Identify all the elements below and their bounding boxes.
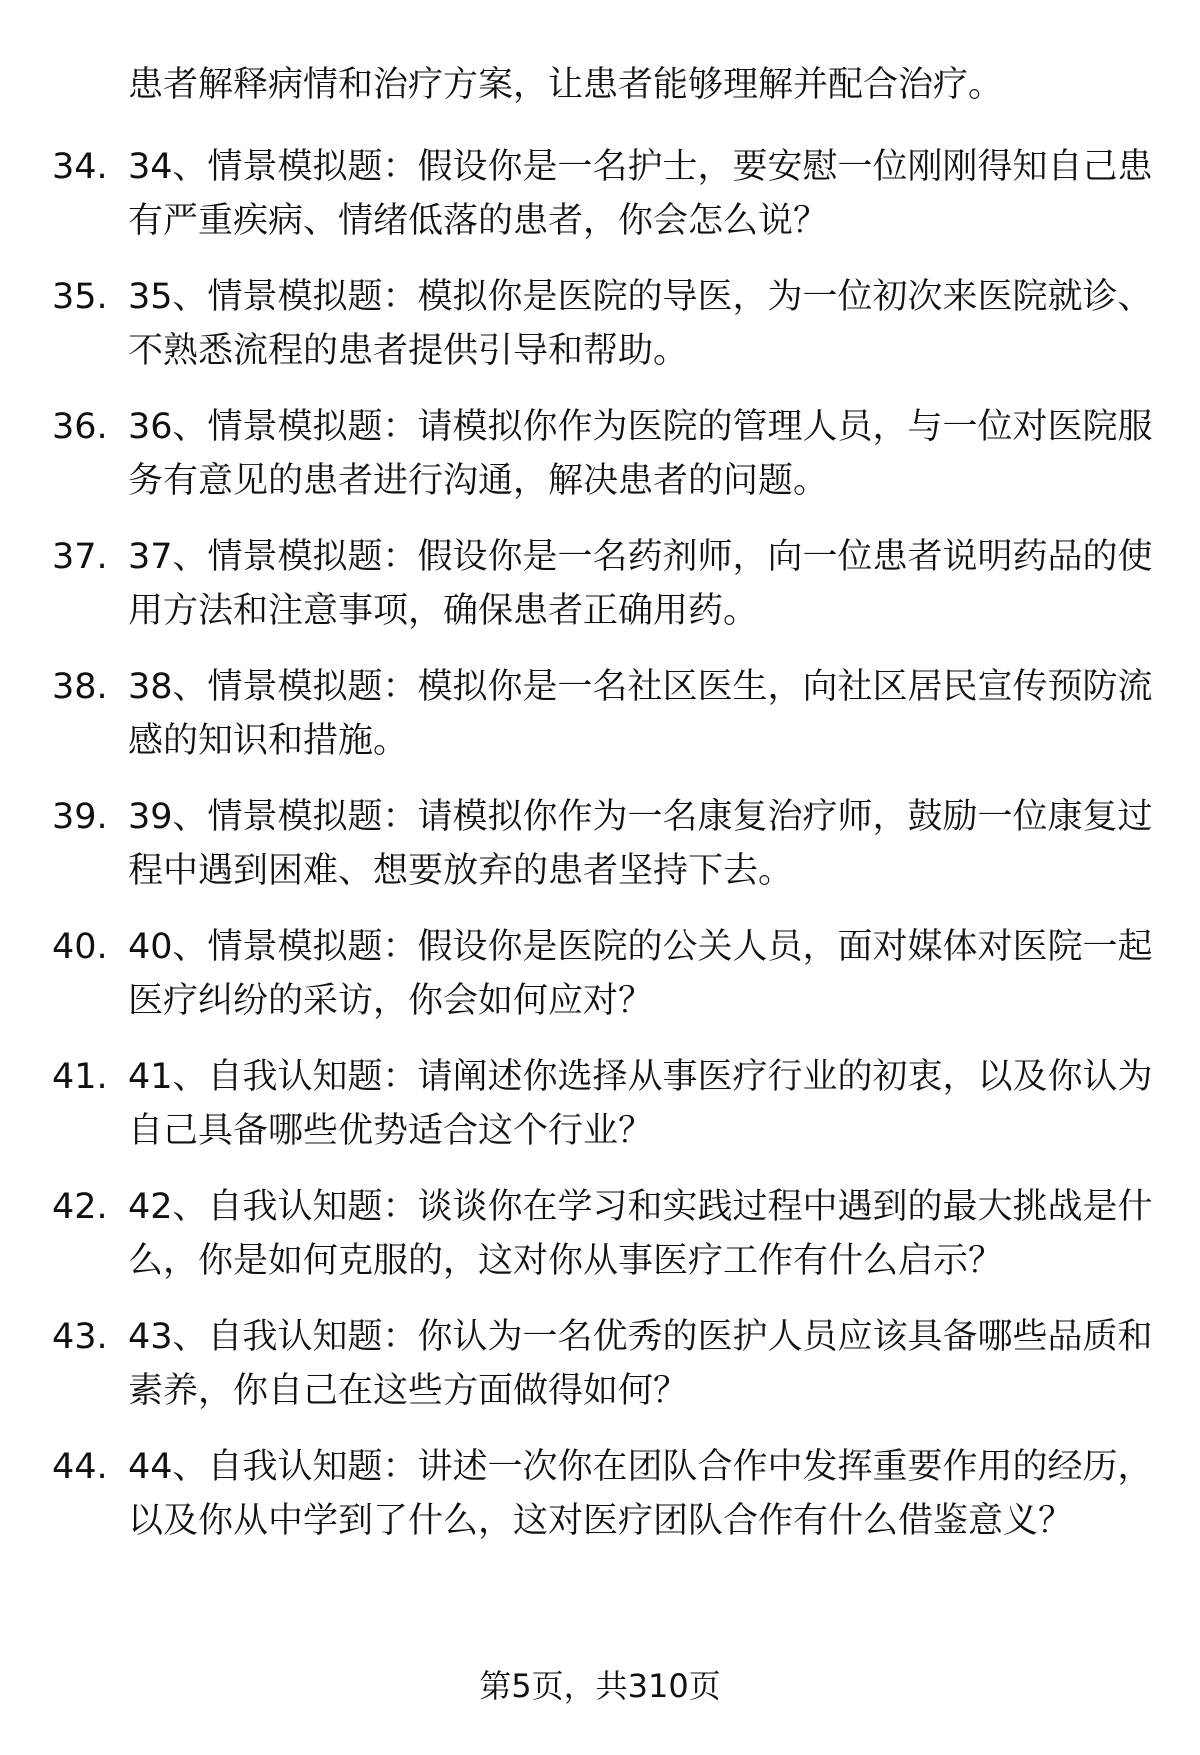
question-text: 34、情景模拟题：假设你是一名护士，要安慰一位刚刚得知自己患有严重疾病、情绪低落的患者，你会怎么说？ xyxy=(128,147,1153,241)
question-text: 40、情景模拟题：假设你是医院的公关人员，面对媒体对医院一起医疗纠纷的采访，你会如何应对？ xyxy=(128,927,1153,1021)
question-number: 38. xyxy=(52,667,108,707)
question-number: 35. xyxy=(52,277,108,317)
question-item-44 xyxy=(0,1440,1200,1602)
question-item-37 xyxy=(0,530,1200,638)
question-item-36 xyxy=(0,400,1200,508)
question-number: 40. xyxy=(52,927,108,967)
question-text: 43、自我认知题：你认为一名优秀的医护人员应该具备哪些品质和素养，你自己在这些方面做得如何？ xyxy=(128,1317,1153,1411)
question-text: 44、自我认知题：讲述一次你在团队合作中发挥重要作用的经历，以及你从中学到了什么，这对医疗团队合作有什么借鉴意义？ xyxy=(128,1447,1153,1541)
question-number: 37. xyxy=(52,537,108,577)
question-number: 34. xyxy=(52,147,108,187)
question-text: 36、情景模拟题：请模拟你作为医院的管理人员，与一位对医院服务有意见的患者进行沟通，解决患者的问题。 xyxy=(128,407,1153,501)
question-number: 41. xyxy=(52,1057,108,1097)
question-text: 39、情景模拟题：请模拟你作为一名康复治疗师，鼓励一位康复过程中遇到困难、想要放弃的患者坚持下去。 xyxy=(128,797,1153,891)
question-item-40 xyxy=(0,920,1200,1028)
question-number: 42. xyxy=(52,1187,108,1227)
question-number: 43. xyxy=(52,1317,108,1357)
question-item-42 xyxy=(0,1180,1200,1288)
question-item-38 xyxy=(0,660,1200,768)
question-item-35 xyxy=(0,270,1200,378)
question-number: 39. xyxy=(52,797,108,837)
page-number-footer: 第5页，共310页 xyxy=(479,1667,721,1705)
question-text: 41、自我认知题：请阐述你选择从事医疗行业的初衷，以及你认为自己具备哪些优势适合这个行业？ xyxy=(128,1057,1153,1151)
question-item-39 xyxy=(0,790,1200,898)
question-text: 35、情景模拟题：模拟你是医院的导医，为一位初次来医院就诊、不熟悉流程的患者提供引导和帮助。 xyxy=(128,277,1153,371)
question-item-41 xyxy=(0,1050,1200,1158)
question-text: 37、情景模拟题：假设你是一名药剂师，向一位患者说明药品的使用方法和注意事项，确保患者正确用药。 xyxy=(128,537,1153,631)
question-text: 38、情景模拟题：模拟你是一名社区医生，向社区居民宣传预防流感的知识和措施。 xyxy=(128,667,1153,761)
question-number: 36. xyxy=(52,407,108,447)
continued-question-text: 患者解释病情和治疗方案，让患者能够理解并配合治疗。 xyxy=(128,65,1004,105)
question-text: 42、自我认知题：谈谈你在学习和实践过程中遇到的最大挑战是什么，你是如何克服的，这对你从事医疗工作有什么启示？ xyxy=(128,1187,1153,1281)
question-number: 44. xyxy=(52,1447,108,1487)
question-item-43 xyxy=(0,1310,1200,1418)
question-item-34 xyxy=(0,140,1200,248)
question-list xyxy=(0,140,1200,1624)
